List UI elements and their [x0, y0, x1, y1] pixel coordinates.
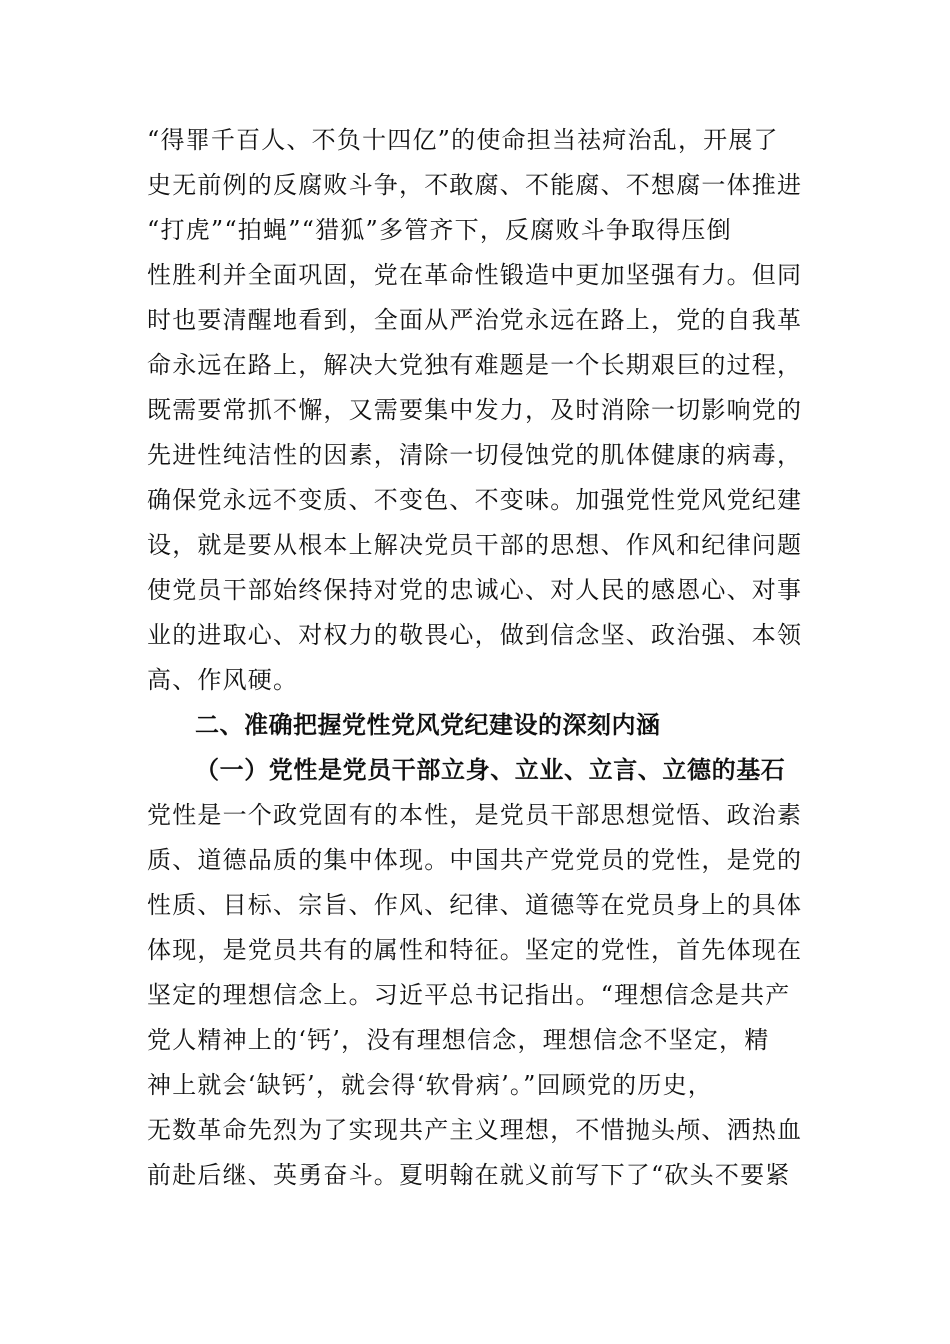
section-heading: 二、准确把握党性党风党纪建设的深刻内涵	[195, 711, 661, 739]
body-text-line: 前赴后继、英勇奋斗。夏明翰在就义前写下了“砍头不要紧	[147, 1161, 791, 1189]
body-text-line: 体现，是党员共有的属性和特征。坚定的党性，首先体现在	[147, 936, 803, 964]
body-text-line: 高、作风硬。	[147, 666, 299, 694]
body-text-line: 神上就会‘缺钙’，就会得‘软骨病’。”回顾党的历史，	[147, 1071, 713, 1099]
body-text-line: 既需要常抓不懈，又需要集中发力，及时消除一切影响党的	[147, 396, 803, 424]
body-text-line: 史无前例的反腐败斗争，不敢腐、不能腐、不想腐一体推进	[147, 171, 803, 199]
body-text-line: 先进性纯洁性的因素，清除一切侵蚀党的肌体健康的病毒，	[147, 441, 803, 469]
body-text-line: “得罪千百人、不负十四亿”的使命担当祛疴治乱，开展了	[147, 126, 779, 154]
body-text-line: “打虎”“拍蝇”“猎狐”多管齐下，反腐败斗争取得压倒	[147, 216, 732, 244]
body-text-line: 坚定的理想信念上。习近平总书记指出。“理想信念是共产	[147, 981, 791, 1009]
body-text-line: 确保党永远不变质、不变色、不变味。加强党性党风党纪建	[147, 486, 803, 514]
subsection-heading: （一）党性是党员干部立身、立业、立言、立德的基石	[195, 756, 786, 784]
body-text-line: 性胜利并全面巩固，党在革命性锻造中更加坚强有力。但同	[147, 261, 803, 289]
body-text-line: 性质、目标、宗旨、作风、纪律、道德等在党员身上的具体	[147, 891, 803, 919]
body-text-line: 无数革命先烈为了实现共产主义理想，不惜抛头颅、洒热血	[147, 1116, 803, 1144]
body-text-line: 设，就是要从根本上解决党员干部的思想、作风和纪律问题	[147, 531, 803, 559]
body-text-line: 业的进取心、对权力的敬畏心，做到信念坚、政治强、本领	[147, 621, 803, 649]
body-text-line: 党性是一个政党固有的本性，是党员干部思想觉悟、政治素	[147, 801, 803, 829]
body-text-line: 时也要清醒地看到，全面从严治党永远在路上，党的自我革	[147, 306, 803, 334]
body-text-line: 使党员干部始终保持对党的忠诚心、对人民的感恩心、对事	[147, 576, 803, 604]
body-text-line: 党人精神上的‘钙’，没有理想信念，理想信念不坚定，精	[147, 1026, 770, 1054]
body-text-line: 命永远在路上，解决大党独有难题是一个长期艰巨的过程，	[147, 351, 803, 379]
body-text-line: 质、道德品质的集中体现。中国共产党党员的党性，是党的	[147, 846, 803, 874]
